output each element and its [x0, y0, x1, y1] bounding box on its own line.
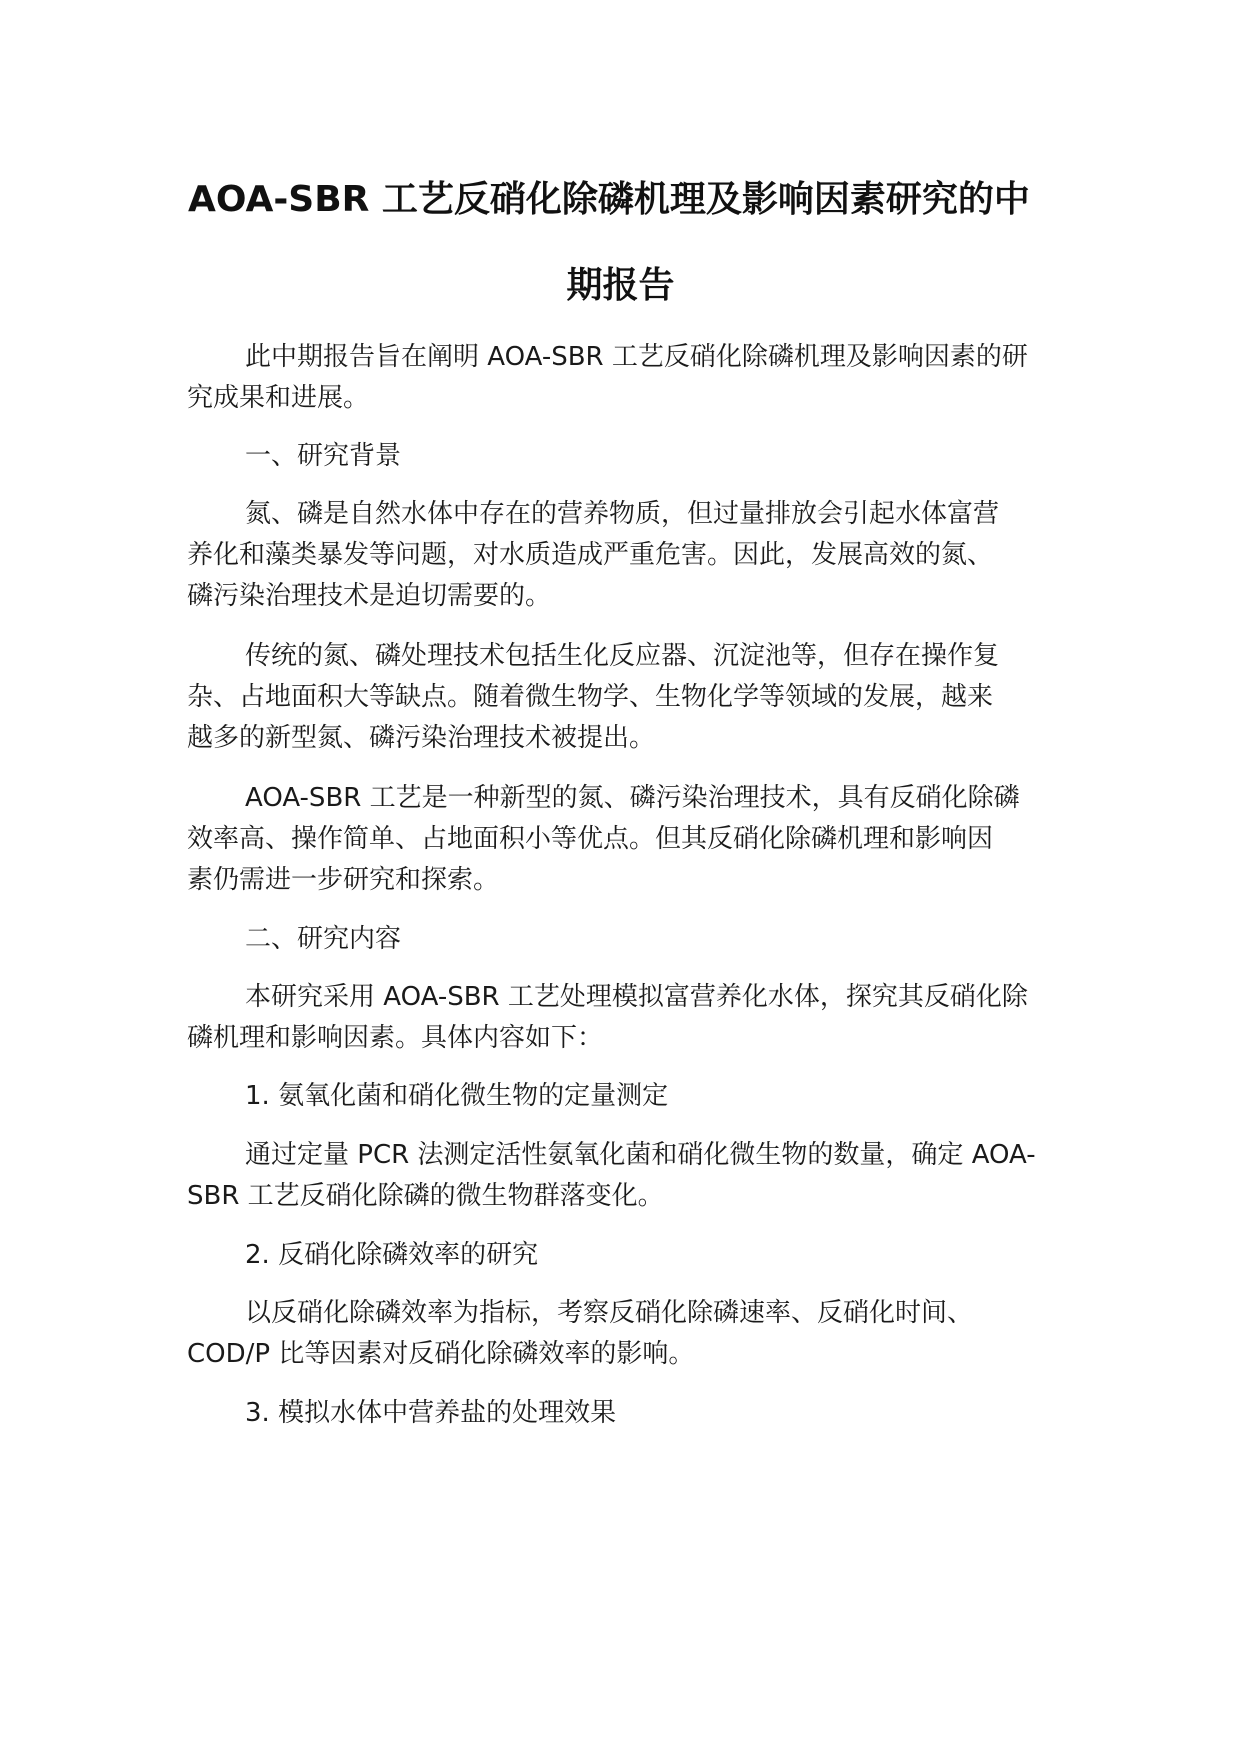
- background-paragraph-3-line-2: 效率高、操作简单、占地面积小等优点。但其反硝化除磷机理和影响因: [187, 824, 994, 854]
- intro-paragraph-line-1: 此中期报告旨在阐明 AOA-SBR 工艺反硝化除磷机理及影响因素的研: [245, 342, 1028, 372]
- content-item-2-line-2: COD/P 比等因素对反硝化除磷效率的影响。: [187, 1339, 695, 1369]
- content-item-1-line-1: 通过定量 PCR 法测定活性氨氧化菌和硝化微生物的数量，确定 AOA-: [245, 1140, 1036, 1170]
- background-paragraph-1-line-1: 氮、磷是自然水体中存在的营养物质，但过量排放会引起水体富营: [245, 499, 1000, 529]
- background-paragraph-3-line-3: 素仍需进一步研究和探索。: [187, 865, 500, 895]
- content-item-1-heading: 1. 氨氧化菌和硝化微生物的定量测定: [245, 1081, 669, 1111]
- background-paragraph-1-line-2: 养化和藻类暴发等问题，对水质造成严重危害。因此，发展高效的氮、: [187, 540, 994, 570]
- section-heading-background: 一、研究背景: [245, 441, 402, 471]
- section-heading-content: 二、研究内容: [245, 924, 402, 954]
- background-paragraph-2-line-3: 越多的新型氮、磷污染治理技术被提出。: [187, 723, 656, 753]
- document-title-line-1: AOA-SBR 工艺反硝化除磷机理及影响因素研究的中: [188, 179, 1030, 220]
- content-item-1-line-2: SBR 工艺反硝化除磷的微生物群落变化。: [187, 1181, 664, 1211]
- background-paragraph-2-line-2: 杂、占地面积大等缺点。随着微生物学、生物化学等领域的发展，越来: [187, 682, 994, 712]
- content-paragraph-line-2: 磷机理和影响因素。具体内容如下：: [187, 1023, 604, 1053]
- content-item-2-heading: 2. 反硝化除磷效率的研究: [245, 1240, 539, 1270]
- intro-paragraph-line-2: 究成果和进展。: [187, 383, 370, 413]
- content-item-2-line-1: 以反硝化除磷效率为指标，考察反硝化除磷速率、反硝化时间、: [245, 1298, 974, 1328]
- content-paragraph-line-1: 本研究采用 AOA-SBR 工艺处理模拟富营养化水体，探究其反硝化除: [245, 982, 1028, 1012]
- background-paragraph-3-line-1: AOA-SBR 工艺是一种新型的氮、磷污染治理技术，具有反硝化除磷: [245, 783, 1020, 813]
- document-title-line-2: 期报告: [566, 265, 675, 306]
- background-paragraph-1-line-3: 磷污染治理技术是迫切需要的。: [187, 581, 552, 611]
- content-item-3-heading: 3. 模拟水体中营养盐的处理效果: [245, 1398, 617, 1428]
- background-paragraph-2-line-1: 传统的氮、磷处理技术包括生化反应器、沉淀池等，但存在操作复: [245, 641, 1000, 671]
